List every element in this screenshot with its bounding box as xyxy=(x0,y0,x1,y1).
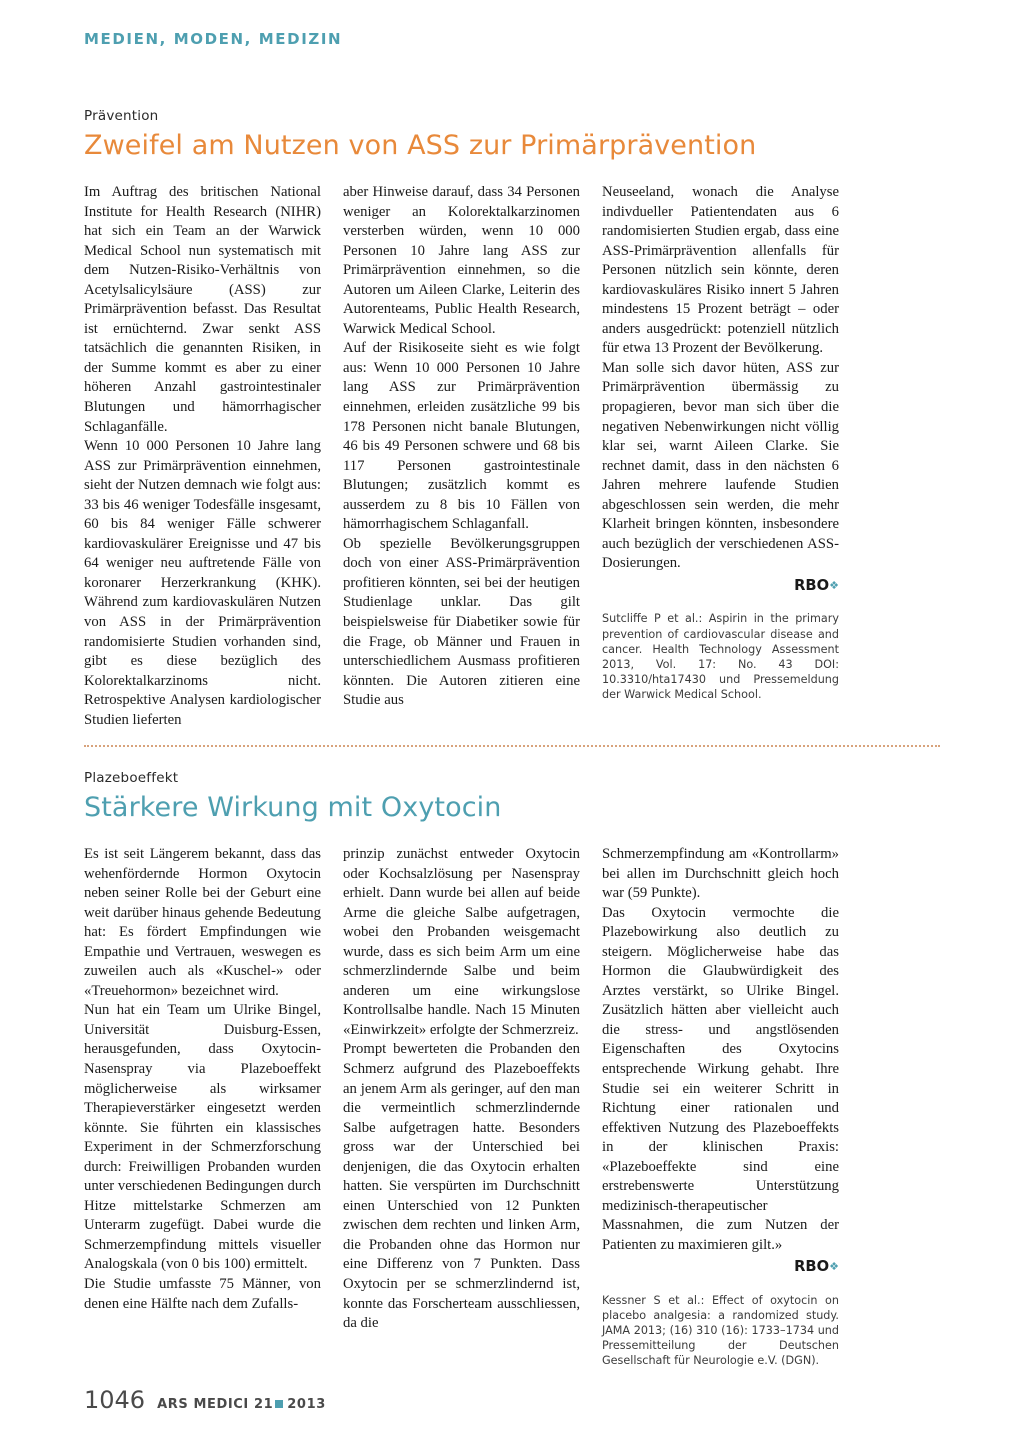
body-column-2 xyxy=(343,183,580,730)
article-headline: Stärkere Wirkung mit Oxytocin xyxy=(84,792,502,823)
article-body-columns xyxy=(84,845,940,1369)
article-reference: Sutcliffe P et al.: Aspirin in the primary prevention of cardiovascular disease and cancer. Health Technology Assessment 2013, Vol. 17: No. 43 DOI: 10.3310/hta17430 und Pressemeldung der Warwick Medical School. xyxy=(602,612,839,702)
article-plazeboeffekt xyxy=(84,770,940,1369)
footer-journal xyxy=(157,1397,326,1412)
body-text: Im Auftrag des britischen National Institute for Health Research (NIHR) hat sich ein Team an der Warwick Medical School nun systematisch mit dem Nutzen-Risiko-Verhältnis von Acetylsalicylsäure (ASS) zur Primärprävention befasst. Das Resultat ist ernüchternd. Zwar senkt ASS tatsächlich die genannten Risiken, in der Summe kommt es aber zu einer höheren Anzahl gastrointestinaler Blutungen und hämorrhagischer Schlaganfälle. Wenn 10 000 Personen 10 Jahre lang ASS zur Primärprävention einnehmen, sieht der Nutzen demnach wie folgt aus: 33 bis 46 weniger Todesfälle insgesamt, 60 bis 84 weniger Fälle schwerer kardiovaskulärer Ereignisse und 47 bis 64 weniger neu auftretende Fälle von koronarer Herzerkrankung (KHK). Während zum kardiovaskulären Nutzen von ASS in der Primärprävention randomisierte Studien vorhanden sind, gibt es diese bezüglich des Kolorektalkarzinoms nicht. Retrospektive Analysen kardiologischer Studien lieferten xyxy=(84,184,321,728)
article-reference: Kessner S et al.: Effect of oxytocin on placebo analgesia: a randomized study. JAMA 2013; (16) 310 (16): 1733–1734 und Pressemitteilung der Deutschen Gesellschaft für Neurologie e.V. (DGN). xyxy=(602,1294,839,1368)
author-signature xyxy=(602,576,839,596)
author-signature xyxy=(602,1257,839,1277)
article-kicker: Prävention xyxy=(84,108,159,124)
signature-initials: RBO xyxy=(794,1258,830,1276)
body-column-1 xyxy=(84,845,321,1369)
page-footer xyxy=(84,1386,326,1414)
article-kicker: Plazeboeffekt xyxy=(84,770,179,786)
body-column-2 xyxy=(343,845,580,1369)
signature-mark-icon: ❖ xyxy=(829,1260,839,1274)
body-text: Es ist seit Längerem bekannt, dass das wehenfördernde Hormon Oxytocin neben seiner Rolle bei der Geburt eine weit darüber hinaus gehende Bedeutung hat: Es fördert Empfindungen wie Empathie und Vertrauen, weswegen es zuweilen auch als «Kuschel-» oder «Treuehormon» bezeichnet wird. Nun hat ein Team um Ulrike Bingel, Universität Duisburg-Essen, herausgefunden, dass Oxytocin-Nasenspray via Plazeboeffekt möglicherweise als wirksamer Therapieverstärker eingesetzt werden könnte. Sie führten ein klassisches Experiment in der Schmerzforschung durch: Freiwilligen Probanden wurden unter verschiedenen Bedingungen durch Hitze mittelstarke Schmerzen am Unterarm zugefügt. Dabei wurde die Schmerzempfindung mittels visueller Analogskala (von 0 bis 100) ermittelt. Die Studie umfasste 75 Männer, von denen eine Hälfte nach dem Zufalls- xyxy=(84,846,321,1312)
body-text: prinzip zunächst entweder Oxytocin oder Kochsalzlösung per Nasenspray erhielt. Dann wurde bei allen auf beide Arme die gleiche Salbe aufgetragen, wobei den Probanden weisgemacht wurde, dass es sich beim Arm um eine schmerzlindernde Salbe und beim anderen um eine wirkungslose Kontrollsalbe handle. Nach 15 Minuten «Einwirkzeit» erfolgte der Schmerzreiz. Prompt bewerteten die Probanden den Schmerz aufgrund des Plazeboeffekts an jenem Arm als geringer, auf den man die vermeintlich schmerzlindernde Salbe aufgetragen hatte. Besonders gross war der Unterschied bei denjenigen, die das Oxytocin erhalten hatten. Sie verspürten im Durchschnitt einen Unterschied von 12 Punkten zwischen dem rechten und linken Arm, die Probanden ohne das Hormon nur eine Differenz von 7 Punkten. Dass Oxytocin per se schmerzlindernd ist, konnte das Forscherteam ausschliessen, da die xyxy=(343,846,580,1332)
running-head: MEDIEN, MODEN, MEDIZIN xyxy=(84,30,343,48)
body-column-3 xyxy=(602,183,839,730)
article-headline: Zweifel am Nutzen von ASS zur Primärprävention xyxy=(84,130,757,161)
footer-year: 2013 xyxy=(287,1397,326,1412)
body-text: Schmerzempfindung am «Kontrollarm» bei allen im Durchschnitt gleich hoch war (59 Punkte). Das Oxytocin vermochte die Plazebowirkung also deutlich zu steigern. Möglicherweise habe das Hormon die Glaubwürdigkeit des Arztes verstärkt, so Ulrike Bingel. Zusätzlich hätten aber vielleicht auch die stress- und angstlösenden Eigenschaften des Oxytocins entsprechende Wirkung gehabt. Ihre Studie sei ein weiterer Schritt in Richtung einer rationalen und effektiven Nutzung des Plazeboeffekts in der klinischen Praxis: «Plazeboeffekte sind eine erstrebenswerte Unterstützung medizinisch-therapeutischer Massnahmen, die zum Nutzen der Patienten zu maximieren gilt.» xyxy=(602,846,839,1253)
signature-mark-icon: ❖ xyxy=(829,578,839,592)
body-column-3 xyxy=(602,845,839,1369)
section-divider xyxy=(84,745,940,747)
body-text: aber Hinweise darauf, dass 34 Personen weniger an Kolorektalkarzinomen versterben würden, wenn 10 000 Personen 10 Jahre lang ASS zur Primärprävention einnehmen, so die Autoren um Aileen Clarke, Leiterin des Autorenteams, Public Health Research, Warwick Medical School. Auf der Risikoseite sieht es wie folgt aus: Wenn 10 000 Personen 10 Jahre lang ASS zur Primärprävention einnehmen, erleiden zusätzliche 99 bis 178 Personen nicht banale Blutungen, 46 bis 49 Personen schwere und 68 bis 117 Personen gastrointestinale Blutungen; zusätzlich kommt es ausserdem zu 8 bis 10 Fällen von hämorrhagischem Schlaganfall. Ob spezielle Bevölkerungsgruppen doch von einer ASS-Primärprävention profitieren könnten, sei bei der heutigen Studienlage unklar. Das gilt beispielsweise für Diabetiker sowie für die Frage, ob Männer und Frauen in unterschiedlichem Ausmass profitieren könnten. Die Autoren zitieren eine Studie aus xyxy=(343,184,580,709)
folio-page-number: 1046 xyxy=(84,1386,146,1414)
body-column-1 xyxy=(84,183,321,730)
article-body-columns xyxy=(84,183,940,730)
square-bullet-icon xyxy=(275,1400,283,1408)
footer-journal-label: ARS MEDICI 21 xyxy=(157,1397,274,1412)
article-praevention xyxy=(84,108,940,730)
body-text: Neuseeland, wonach die Analyse indivdueller Patientendaten aus 6 randomisierten Studien ergab, dass eine ASS-Primärprävention allenfalls für Personen nützlich sein könnte, deren kardiovaskuläres Risiko innert 5 Jahren mindestens 15 Prozent beträgt – oder anders ausgedrückt: potenziell nützlich für etwa 13 Prozent der Bevölkerung. Man solle sich davor hüten, ASS zur Primärprävention übermässig zu propagieren, bevor man sich über die negativen Nebenwirkungen nicht völlig klar sei, warnt Aileen Clarke. Sie rechnet damit, dass in den nächsten 6 Jahren mehrere laufende Studien abgeschlossen sein werden, die mehr Klarheit bringen könnten, insbesondere auch bezüglich der verschiedenen ASS-Dosierungen. xyxy=(602,184,839,572)
signature-initials: RBO xyxy=(794,576,830,594)
